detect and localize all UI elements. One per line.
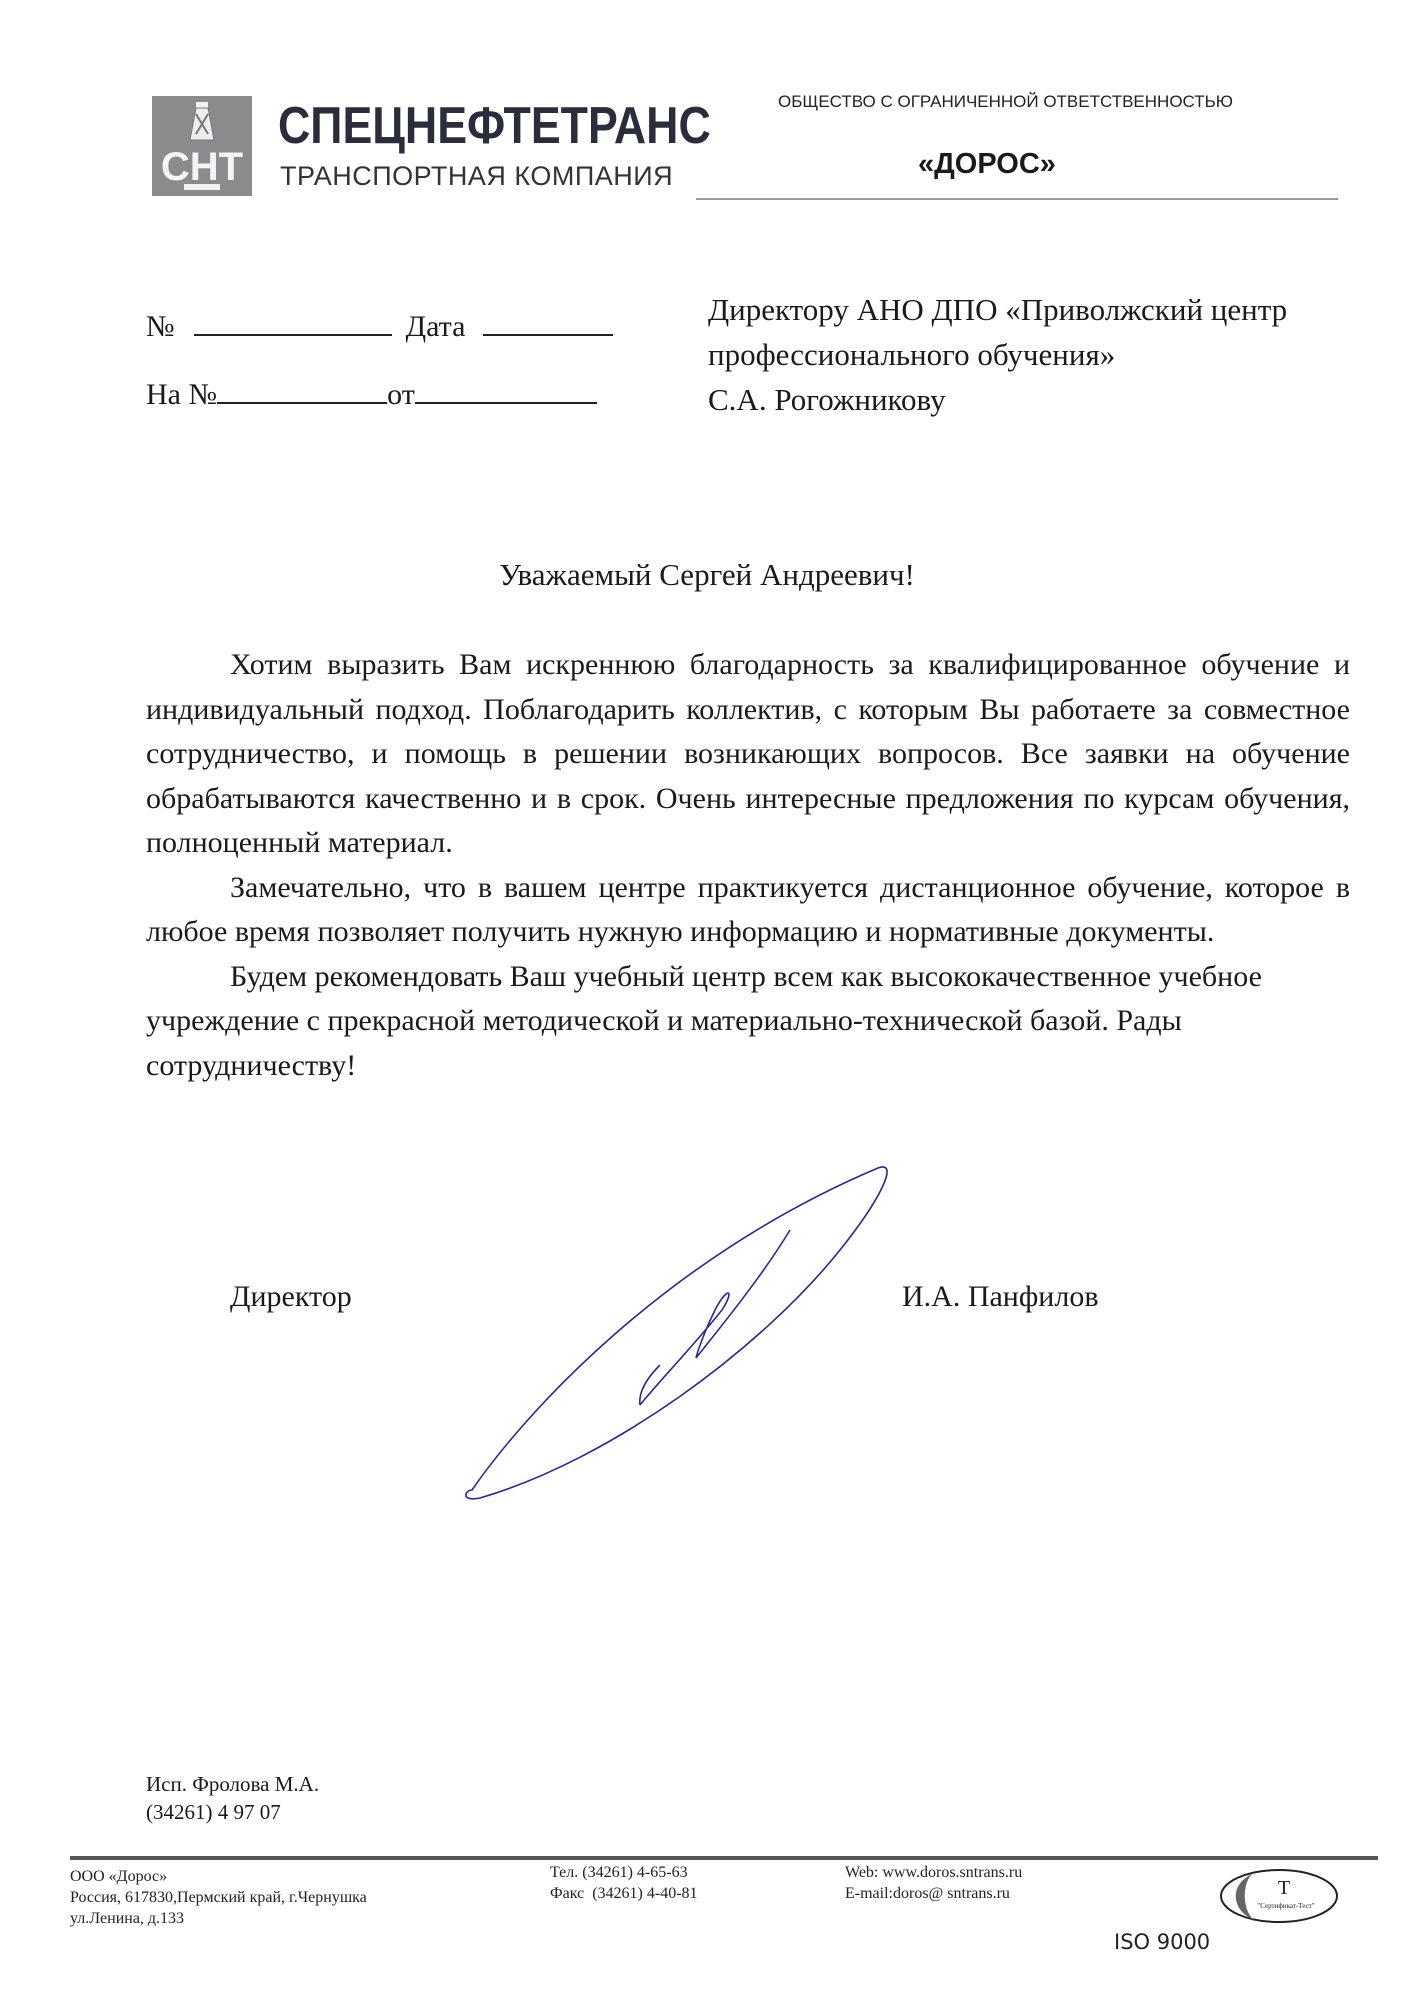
addressee-block: [708, 287, 1287, 422]
footer-email-link[interactable]: E-mail:doros@ sntrans.ru: [845, 1885, 1010, 1902]
footer-address-line: Россия, 617830,Пермский край, г.Чернушка: [70, 1889, 367, 1906]
footer-address-line: ул.Ленина, д.133: [70, 1910, 185, 1927]
date-field: [483, 330, 613, 336]
salutation: Уважаемый Сергей Андреевич!: [499, 557, 915, 592]
reply-number-row: [146, 378, 597, 412]
reply-number-label: На №: [146, 378, 218, 411]
body-paragraph: Будем рекомендовать Ваш учебный центр всем как высококачественное учебное учреждение с прекрасной методической и материально-технической базой. Рады сотрудничеству!: [146, 959, 1262, 1082]
executor-name: Исп. Фролова М.А.: [146, 1772, 320, 1796]
letter-body: [146, 643, 1350, 1088]
footer-company: ООО «Дорос»: [70, 1868, 168, 1885]
reply-date-label: от: [387, 378, 415, 411]
oil-derrick-logo-icon: [152, 96, 252, 196]
brand-subtitle: ТРАНСПОРТНАЯ КОМПАНИЯ: [280, 161, 674, 191]
brand-name: СПЕЦНЕФТЕТРАНС: [278, 97, 711, 155]
executor-block: [146, 1770, 319, 1826]
organization-name: «ДОРОС»: [918, 148, 1056, 180]
reply-number-field: [217, 398, 387, 404]
signatory-title: Директор: [230, 1280, 352, 1313]
addressee-line: Директору АНО ДПО «Приволжский центр: [708, 292, 1288, 327]
number-field: [194, 330, 392, 336]
outgoing-number-row: [146, 310, 613, 344]
handwritten-signature: [460, 1160, 900, 1500]
cert-logo-letter: T: [1277, 1877, 1291, 1899]
body-paragraph: Хотим выразить Вам искреннюю благодарность за квалифицированное обучение и индивидуальный подход. Поблагодарить коллектив, с которым Вы работаете за совместное сотрудничество, и помощь в решении возникающих вопросов. Все заявки на обучение обрабатываются качественно и в срок. Очень интересные предложения по курсам обучения, полноценный материал.: [146, 648, 1350, 859]
certification-logo-icon: [1218, 1866, 1340, 1930]
footer-divider: [70, 1856, 1378, 1860]
footer-phone: Тел. (34261) 4-65-63: [550, 1864, 688, 1881]
executor-phone: (34261) 4 97 07: [146, 1800, 281, 1824]
company-logo: [152, 96, 252, 196]
header-divider: [696, 198, 1338, 200]
footer-address: [70, 1866, 367, 1929]
organization-form: ОБЩЕСТВО С ОГРАНИЧЕННОЙ ОТВЕТСТВЕННОСТЬЮ: [778, 92, 1233, 111]
body-paragraph: Замечательно, что в вашем центре практикуется дистанционное обучение, которое в любое время позволяет получить нужную информацию и нормативные документы.: [146, 870, 1350, 948]
number-label: №: [146, 310, 175, 343]
addressee-line: С.А. Рогожникову: [708, 382, 946, 417]
cert-logo-caption: "Сертификат-Тест": [1257, 1902, 1315, 1910]
signatory-name: И.А. Панфилов: [902, 1280, 1099, 1313]
iso-label: ISO 9000: [1114, 1930, 1211, 1954]
reply-date-field: [415, 398, 597, 404]
footer-online: [845, 1862, 1022, 1904]
footer-fax: Факс (34261) 4-40-81: [550, 1885, 698, 1902]
logo-letters: СНТ: [160, 145, 244, 189]
footer-web-link[interactable]: Web: www.doros.sntrans.ru: [845, 1864, 1023, 1881]
footer-contacts: [550, 1862, 698, 1904]
addressee-line: профессионального обучения»: [708, 337, 1116, 372]
date-label: Дата: [405, 310, 466, 343]
